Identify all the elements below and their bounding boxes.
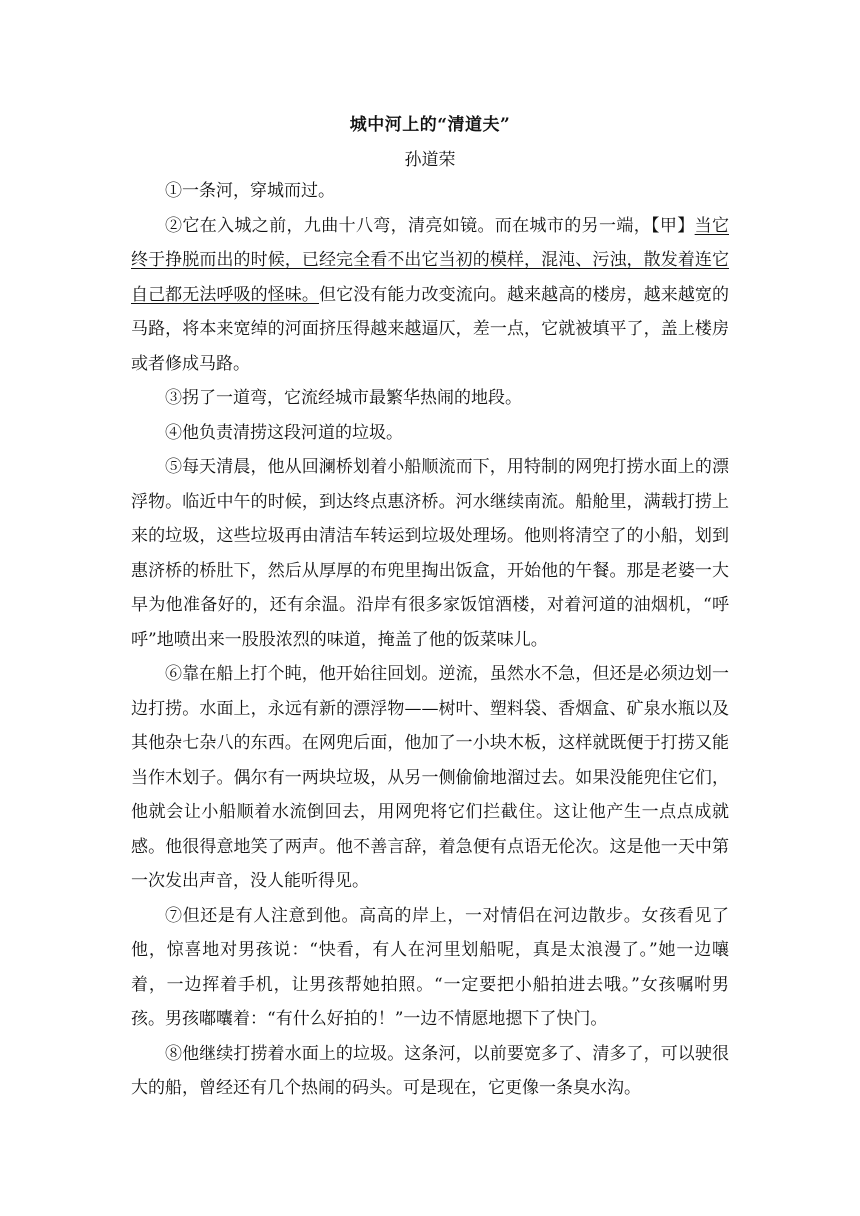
underlined-passage-jia: 当它终于挣脱而出的时候，已经完全看不出它当初的模样，混沌、污浊，散发着连它自己都无法呼吸的怪味。	[131, 215, 729, 305]
paragraph-2-lead: ②它在入城之前，九曲十八弯，清亮如镜。而在城市的另一端，【甲】	[165, 215, 695, 236]
paragraph-5: ⑤每天清晨，他从回澜桥划着小船顺流而下，用特制的网兜打捞水面上的漂浮物。临近中午的时候，到达终点惠济桥。河水继续南流。船舱里，满载打捞上来的垃圾，这些垃圾再由清洁车转运到垃圾处理场。他则将清空了的小船，划到惠济桥的桥肚下，然后从厚厚的布兜里掏出饭盒，开始他的午餐。那是老婆一大早为他准备好的，还有余温。沿岸有很多家饭馆酒楼，对着河道的油烟机，“呼呼”地喷出来一股股浓烈的味道，掩盖了他的饭菜味儿。	[131, 457, 729, 650]
paragraph-2	[131, 209, 729, 382]
paragraph-2-rest: 但它没有能力改变流向。越来越高的楼房，越来越宽的马路，将本来宽绰的河面挤压得越来越逼仄，差一点，它就被填平了，盖上楼房或者修成马路。	[131, 284, 730, 374]
paragraph-8: ⑧他继续打捞着水面上的垃圾。这条河，以前要宽多了、清多了，可以驶很大的船，曾经还有几个热闹的码头。可是现在，它更像一条臭水沟。	[131, 1043, 729, 1098]
paragraph-1: ①一条河，穿城而过。	[165, 181, 335, 201]
paragraph-3: ③拐了一道弯，它流经城市最繁华热闹的地段。	[165, 388, 522, 408]
article-title: 城中河上的“清道夫”	[349, 115, 511, 135]
paragraph-7: ⑦但还是有人注意到他。高高的岸上，一对情侣在河边散步。女孩看见了他，惊喜地对男孩说：“快看，有人在河里划船呢，真是太浪漫了。”她一边嚷着，一边挥着手机，让男孩帮她拍照。“一定要把小船拍进去哦。”女孩嘱咐男孩。男孩嘟囔着：“有什么好拍的！”一边不情愿地摁下了快门。	[131, 905, 729, 1029]
paragraph-6: ⑥靠在船上打个盹，他开始往回划。逆流，虽然水不急，但还是必须边划一边打捞。水面上，永远有新的漂浮物——树叶、塑料袋、香烟盒、矿泉水瓶以及其他杂七杂八的东西。在网兜后面，他加了一小块木板，这样就既便于打捞又能当作木划子。偶尔有一两块垃圾，从另一侧偷偷地溜过去。如果没能兜住它们，他就会让小船顺着水流倒回去，用网兜将它们拦截住。这让他产生一点点成就感。他很得意地笑了两声。他不善言辞，着急便有点语无伦次。这是他一天中第一次发出声音，没人能听得见。	[131, 664, 729, 891]
article-author: 孙道荣	[404, 150, 456, 170]
paragraph-4: ④他负责清捞这段河道的垃圾。	[165, 422, 403, 443]
article-body	[131, 174, 729, 1106]
